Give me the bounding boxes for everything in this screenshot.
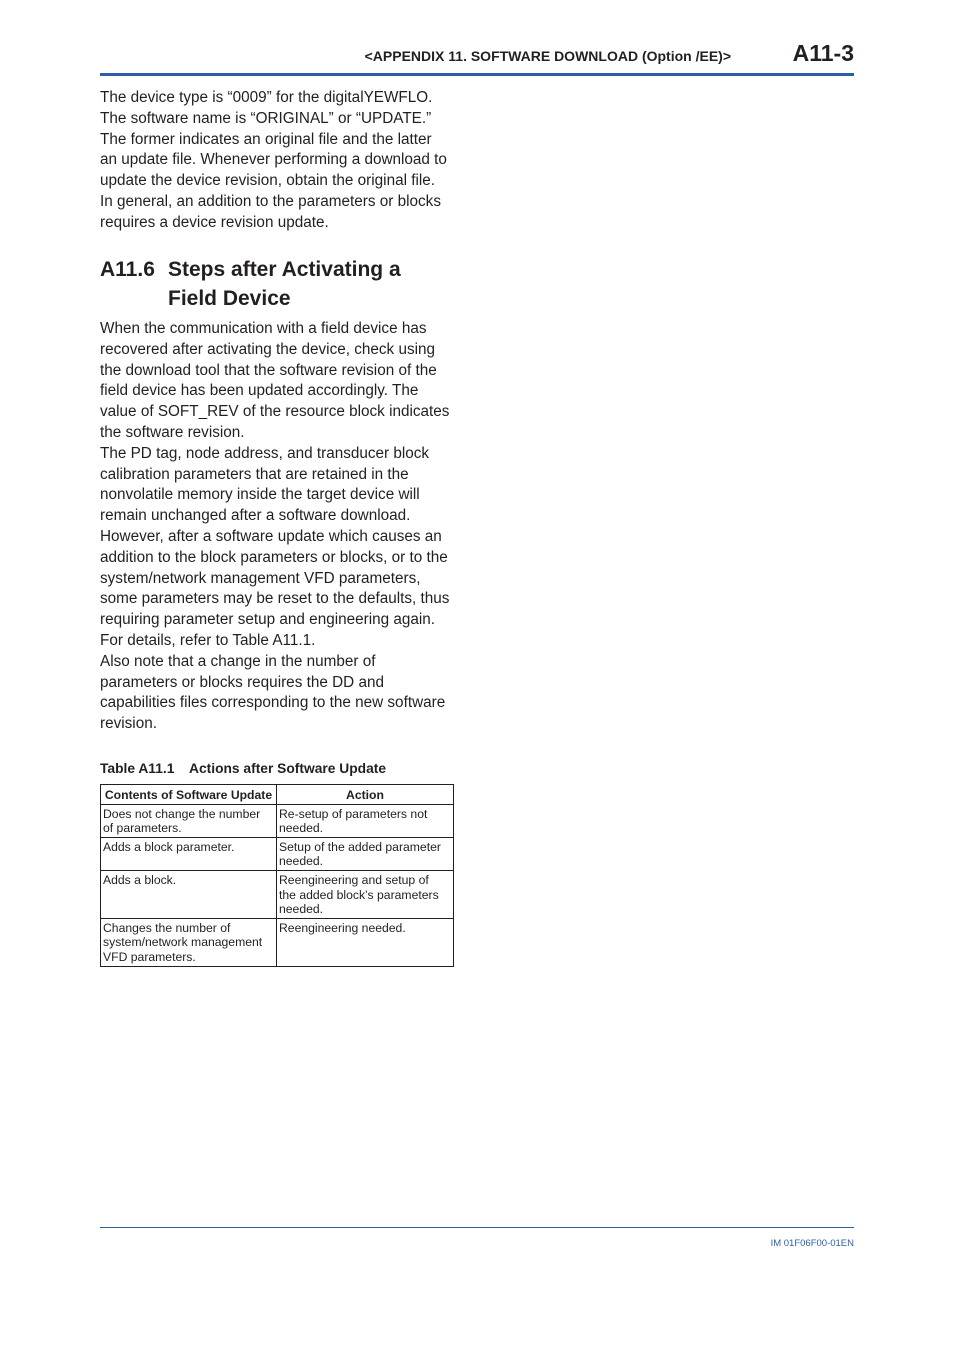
cell-line: needed.: [279, 821, 324, 836]
cell-line: needed.: [279, 902, 324, 917]
cell-line: Does not change the number: [103, 806, 261, 821]
column-header-action: Action: [277, 785, 454, 805]
cell-line: Reengineering needed.: [279, 920, 406, 935]
section-number: A11.6: [100, 258, 155, 281]
body-line: The PD tag, node address, and transducer block: [100, 444, 430, 462]
intro-line: The former indicates an original file and the latter: [100, 130, 432, 148]
cell-line: Adds a block.: [103, 872, 177, 887]
body-line: the download tool that the software revision of the: [100, 361, 437, 379]
cell-line: Reengineering and setup of: [279, 872, 429, 887]
cell-line: Re-setup of parameters not: [279, 806, 428, 821]
footer-doc-id: IM 01F06F00-01EN: [770, 1238, 854, 1249]
body-line: value of SOFT_REV of the resource block indicates: [100, 403, 450, 421]
body-line: system/network management VFD parameters,: [100, 569, 421, 587]
body-line: Also note that a change in the number of: [100, 652, 376, 670]
body-line: nonvolatile memory inside the target device will: [100, 486, 420, 504]
body-line: For details, refer to Table A11.1.: [100, 631, 316, 649]
section-heading: [100, 255, 401, 313]
body-line: addition to the block parameters or blocks, or to the: [100, 548, 448, 566]
cell-line: needed.: [279, 854, 324, 869]
cell-line: VFD parameters.: [103, 949, 196, 964]
cell-line: system/network management: [103, 935, 263, 950]
section-title-line1: Steps after Activating a: [168, 258, 401, 281]
table-header-row: [101, 785, 454, 805]
cell-line: Setup of the added parameter: [279, 839, 441, 854]
body-line: However, after a software update which causes an: [100, 527, 442, 545]
cell-line: Changes the number of: [103, 920, 231, 935]
table-caption-number: Table A11.1: [100, 761, 175, 776]
body-paragraph: [100, 319, 460, 735]
table-row: [101, 870, 454, 918]
intro-line: requires a device revision update.: [100, 213, 329, 231]
table-cell-contents: [101, 804, 277, 837]
intro-line: The software name is “ORIGINAL” or “UPDATE.”: [100, 109, 432, 127]
table-cell-contents: [101, 918, 277, 966]
body-line: When the communication with a field device has: [100, 320, 427, 337]
table-cell-action: [277, 837, 454, 870]
header-rule: [100, 73, 854, 76]
table-row: [101, 837, 454, 870]
table-row: [101, 918, 454, 966]
table-cell-action: [277, 804, 454, 837]
footer-rule: [100, 1227, 854, 1228]
column-header-contents: Contents of Software Update: [101, 785, 277, 805]
body-line: remain unchanged after a software download.: [100, 507, 411, 525]
body-line: requiring parameter setup and engineering again.: [100, 611, 436, 629]
intro-line: The device type is “0009” for the digitalYEWFLO.: [100, 89, 433, 106]
intro-line: update the device revision, obtain the original file.: [100, 172, 436, 190]
table-cell-action: [277, 870, 454, 918]
cell-line: Adds a block parameter.: [103, 839, 235, 854]
table-cell-contents: [101, 837, 277, 870]
page-number: A11-3: [792, 40, 854, 66]
body-line: field device has been updated accordingly. The: [100, 382, 419, 400]
body-line: the software revision.: [100, 423, 245, 441]
cell-line: the added block’s parameters: [279, 887, 439, 902]
table-caption-title: Actions after Software Update: [189, 761, 387, 776]
body-line: calibration parameters that are retained in the: [100, 465, 409, 483]
intro-line: In general, an addition to the parameters or blocks: [100, 192, 441, 210]
cell-line: of parameters.: [103, 821, 182, 836]
body-line: recovered after activating the device, check using: [100, 340, 436, 358]
section-title-line2: Field Device: [168, 287, 291, 310]
table-cell-action: [277, 918, 454, 966]
table-caption: [100, 761, 386, 776]
body-line: revision.: [100, 715, 157, 733]
header-title: <APPENDIX 11. SOFTWARE DOWNLOAD (Option /EE)>: [364, 48, 731, 64]
actions-table: [100, 784, 454, 967]
table-row: [101, 804, 454, 837]
body-line: some parameters may be reset to the defaults, thus: [100, 590, 450, 608]
intro-line: an update file. Whenever performing a download to: [100, 151, 447, 169]
body-line: capabilities files corresponding to the new software: [100, 694, 446, 712]
intro-paragraph: [100, 88, 460, 234]
body-line: parameters or blocks requires the DD and: [100, 673, 384, 691]
table-cell-contents: [101, 870, 277, 918]
